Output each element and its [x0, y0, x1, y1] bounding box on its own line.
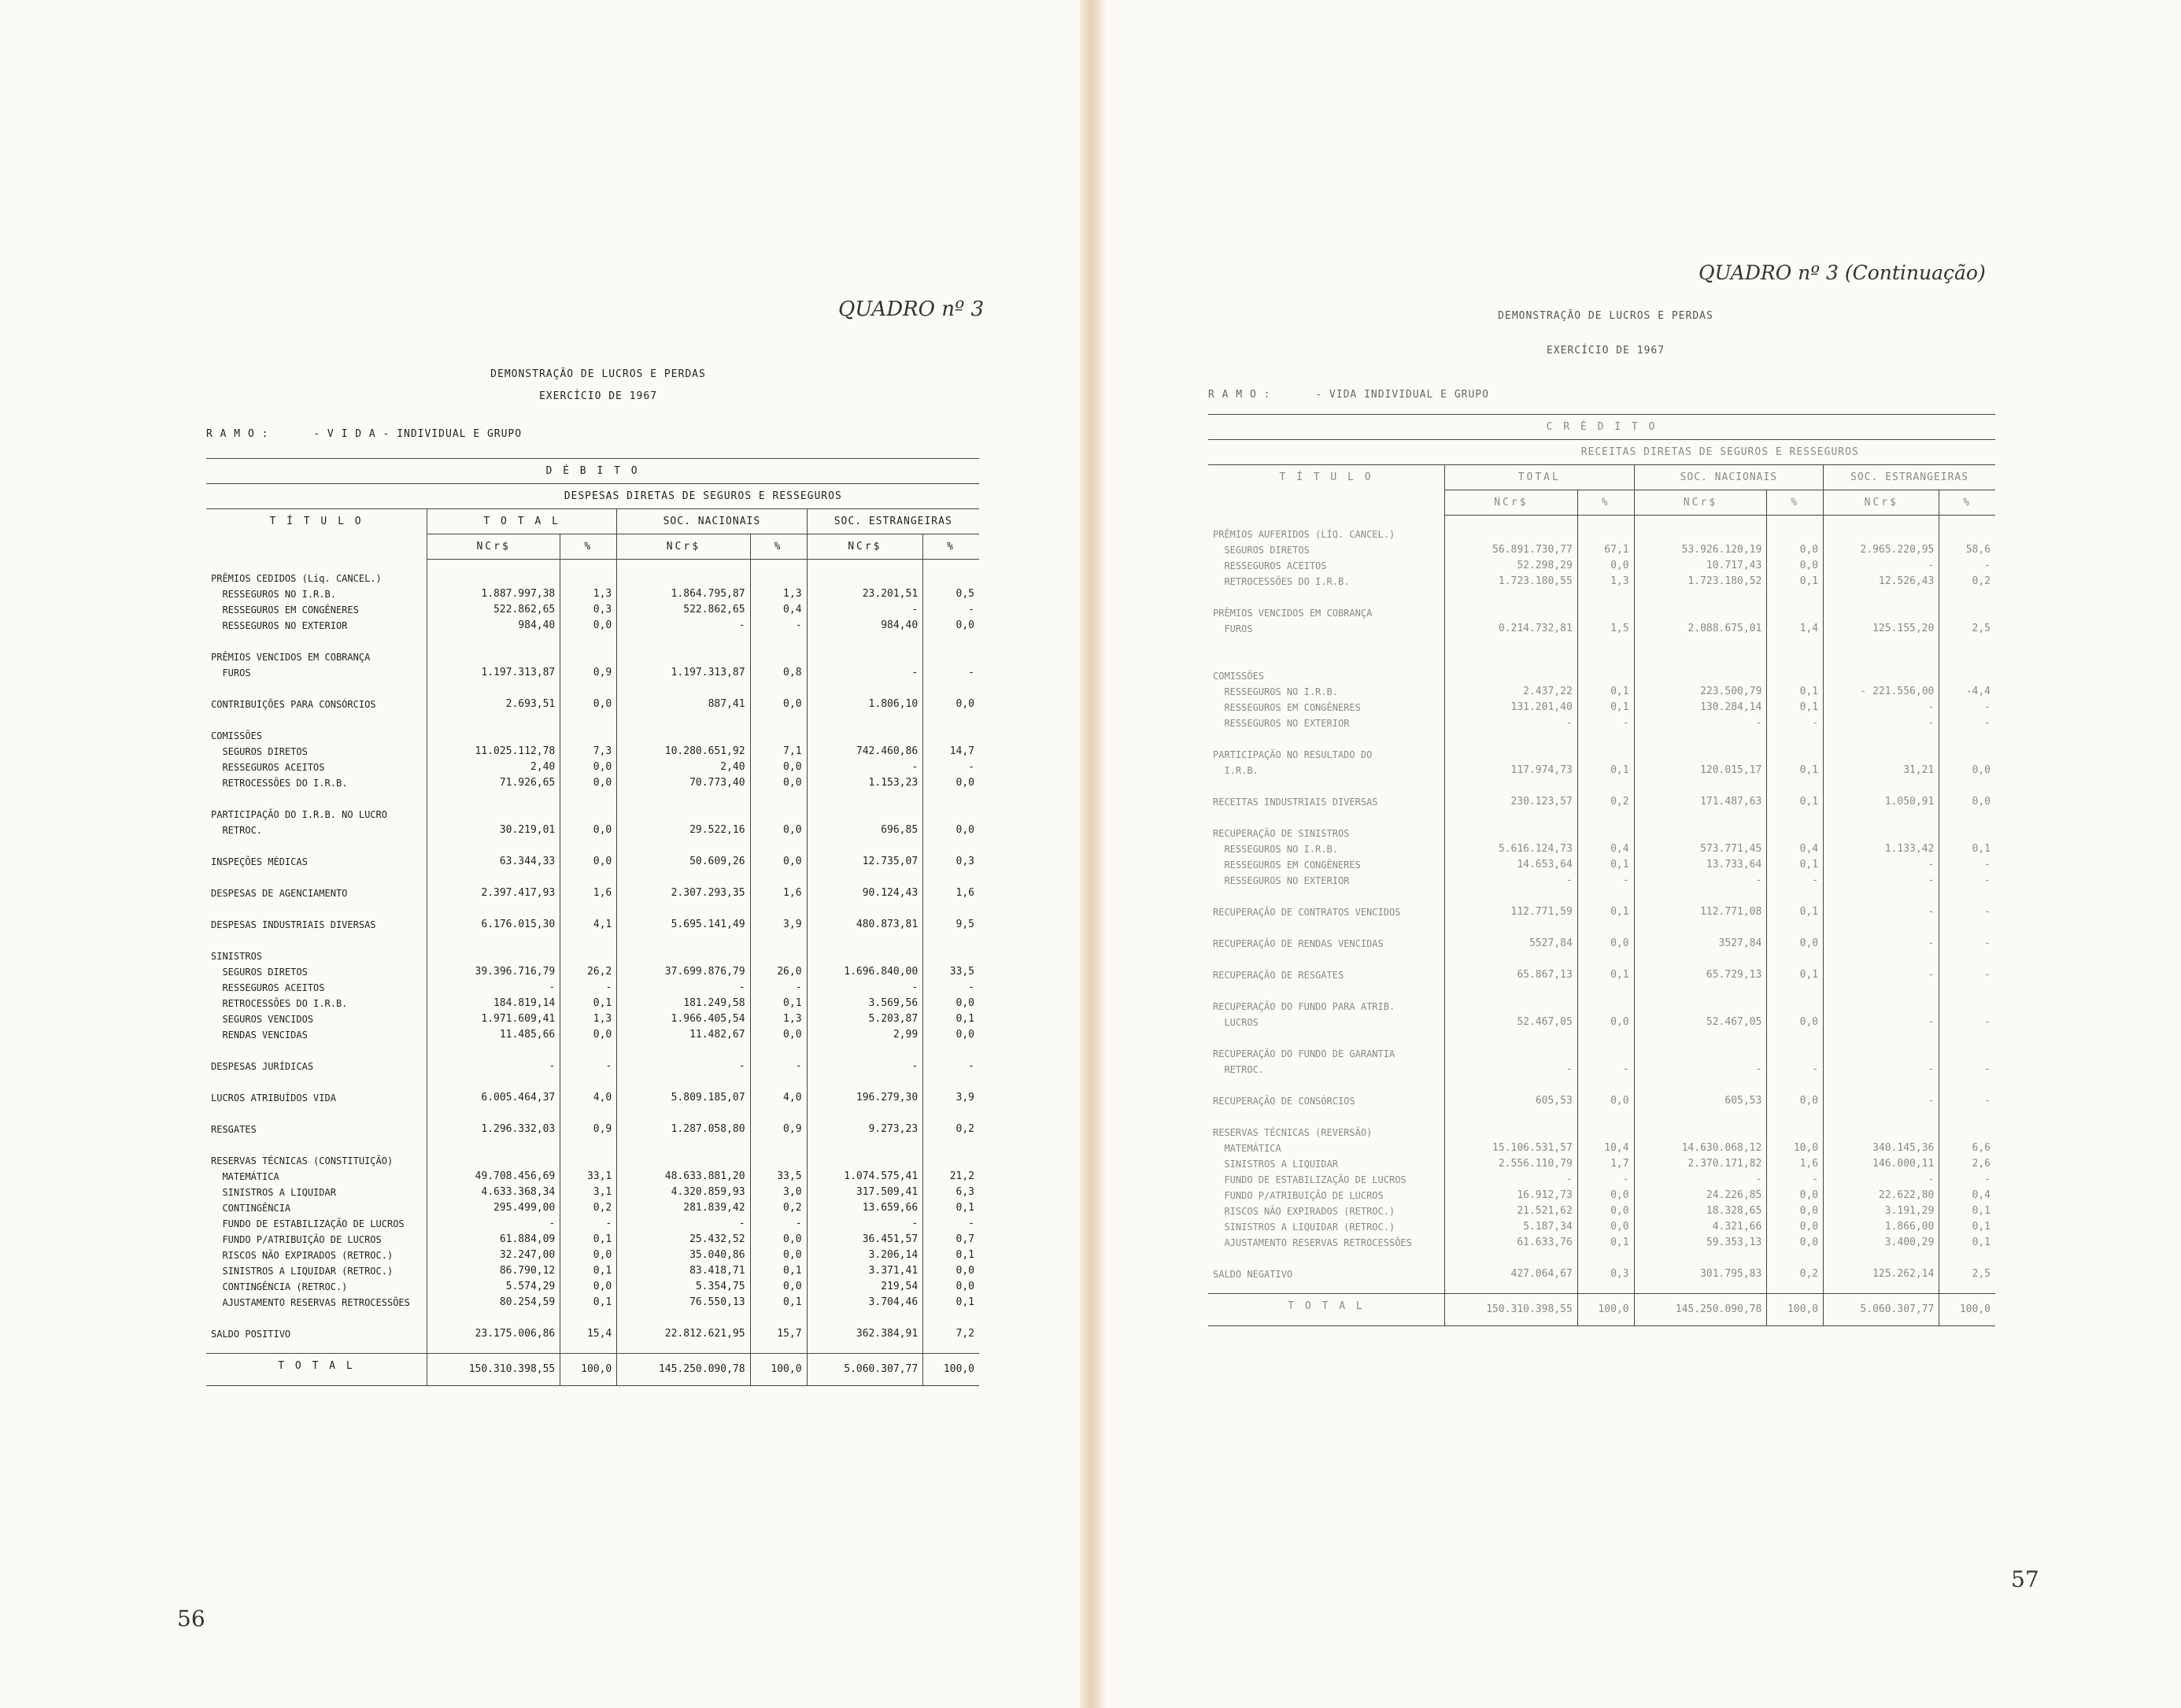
total-pct-right: 67,1 0,0 1,3 1,5 0,1 0,1 - 0,1 0,2 0,4 0,1 - 0,1 0,0 0,1 0,0 - 0,0 10,4 1,7 - 0,0 0,0 0,0 0,1 0,3: [1577, 516, 1634, 1294]
col-total-left: T O T A L: [427, 509, 617, 534]
col-ncr-nac-right: NCr$: [1634, 490, 1767, 516]
est-total-pct-left: 100,0: [923, 1353, 979, 1385]
col-nac-right: SOC. NACIONAIS: [1634, 465, 1824, 490]
quadro-title-left: QUADRO nº 3: [838, 298, 984, 321]
col-total-right: TOTAL: [1445, 465, 1635, 490]
credito-section: C R É D I T O: [1208, 415, 1995, 440]
total-values-right: 56.891.730,77 52.298,29 1.723.180,55 0.214.732,81 2.437,22 131.201,40 - 117.974,73 230.123,57 5.616.124,73 14.653,64 - 112.771,59 5527,84 65.867,13 52.467,05 - 605,53 15.106.531,57 2.556.110,79 - 16.912,73 21.521,62 5.187,34 61.633,76 427.064,67: [1445, 516, 1578, 1294]
ramo-label-right: R A M O :: [1208, 389, 1271, 401]
total-label-left: T O T A L: [206, 1353, 427, 1385]
ramo-value-right: - VIDA INDIVIDUAL E GRUPO: [1315, 389, 1489, 401]
grand-total-pct-right: 100,0: [1577, 1293, 1634, 1325]
col-titulo-right: T Í T U L O: [1208, 465, 1445, 516]
row-titles-right: PRÊMIOS AUFERIDOS (LÍQ. CANCEL.) SEGUROS DIRETOS RESSEGUROS ACEITOS RETROCESSÕES DO I.R.B. PRÊMIOS VENCIDOS EM COBRANÇA FUROS COMISSÕES RESSEGUROS NO I.R.B. RESSEGUROS EM CONGÊNERES RESSEGUROS NO EXTERIOR PARTICIPAÇÃO NO RESULTADO DO I.R.B. RECEITAS INDUSTRIAIS DIVERSAS RECUPERAÇÃO DE SINISTROS RESSEGUROS NO I.R.B. RESSEGUROS EM CONGÊNERES RESSEGUROS NO EXTERIOR RECUPERAÇÃO DE CONTRATOS VENCIDOS RECUPERAÇÃO DE RENDAS VENCIDAS RECUPERAÇÃO DE RESGATES RECUPERAÇÃO DO FUNDO PARA ATRIB. LUCROS RECUPERAÇÃO DO FUNDO DE GARANTIA RETROC. RECUPERAÇÃO DE CONSÓRCIOS RESERVAS TÉCNICAS (REVERSÃO) MATEMÁTICA SINISTROS A LIQUIDAR FUNDO DE ESTABILIZAÇÃO DE LUCROS FUNDO P/ATRIBUIÇÃO DE LUCROS RISCOS NÃO EXPIRADOS (RETROC.) SINISTROS A LIQUIDAR (RETROC.) AJUSTAMENTO RESERVAS RETROCESSÕES SALDO NEGATIVO: [1208, 516, 1445, 1294]
col-ncr-est-right: NCr$: [1824, 490, 1939, 516]
nac-total-pct-right: 100,0: [1767, 1293, 1824, 1325]
total-values-left: 1.887.997,38 522.862,65 984,40 1.197.313,87 2.693,51 11.025.112,78 2,40 71.926,65 30.219,01 63.344,33 2.397.417,93 6.176.015,30 39.396.716,79 - 184.819,14 1.971.609,41 11.485,66 - 6.005.464,37 1.296.332,03 49.708.456,69 4.633.368,34 295.499,00 - 61.884,09 32.247,00 86.790,12 5.574,29 80.254,59 23.175.006,86: [427, 560, 560, 1354]
col-est-right: SOC. ESTRANGEIRAS: [1824, 465, 1995, 490]
est-total-left: 5.060.307,77: [807, 1353, 923, 1385]
ramo-label-left: R A M O :: [206, 428, 269, 440]
ramo-line-left: [206, 428, 522, 440]
page-number-right: 57: [2011, 1566, 2039, 1592]
credito-subsection: RECEITAS DIRETAS DE SEGUROS E RESSEGUROS: [1445, 440, 1996, 465]
est-values-left: 23.201,51 - 984,40 - 1.806,10 742.460,86 - 1.153,23 696,85 12.735,07 90.124,43 480.873,81 1.696.840,00 - 3.569,56 5.203,87 2,99 - 196.279,30 9.273,23 1.074.575,41 317.509,41 13.659,66 - 36.451,57 3.206,14 3.371,41 219,54 3.704,46 362.384,91: [807, 560, 923, 1354]
debito-table: [206, 458, 979, 1386]
nac-total-pct-left: 100,0: [750, 1353, 807, 1385]
est-total-pct-right: 100,0: [1939, 1293, 1995, 1325]
nac-total-right: 145.250.090,78: [1634, 1293, 1767, 1325]
nac-pct-right: 0,0 0,0 0,1 1,4 0,1 0,1 - 0,1 0,1 0,4 0,1 - 0,1 0,0 0,1 0,0 - 0,0 10,0 1,6 - 0,0 0,0 0,0 0,0 0,2: [1767, 516, 1824, 1294]
col-titulo-left: T Í T U L O: [206, 509, 427, 560]
col-pct-total-right: %: [1577, 490, 1634, 516]
ramo-value-left: - V I D A - INDIVIDUAL E GRUPO: [313, 428, 523, 440]
report-title-left: DEMONSTRAÇÃO DE LUCROS E PERDAS: [490, 368, 706, 380]
col-pct-est-left: %: [923, 534, 979, 560]
ramo-line-right: [1208, 389, 1489, 401]
col-nac-left: SOC. NACIONAIS: [617, 509, 807, 534]
nac-values-right: 53.926.120,19 10.717,43 1.723.180,52 2.088.675,01 223.500,79 130.284,14 - 120.015,17 171.487,63 573.771,45 13.733,64 - 112.771,08 3527,84 65.729,13 52.467,05 - 605,53 14.630.068,12 2.370.171,82 - 24.226,85 18.328,65 4.321,66 59.353,13 301.795,83: [1634, 516, 1767, 1294]
report-year-right: EXERCÍCIO DE 1967: [1546, 345, 1665, 357]
est-values-right: 2.965.220,95 - 12.526,43 125.155,20 - 221.556,00 - - 31,21 1.050,91 1.133,42 - - - - - - - - 340.145,36 146.000,11 - 22.622,80 3.191,29 1.866,00 3.400,29 125.262,14: [1824, 516, 1939, 1294]
report-title-right: DEMONSTRAÇÃO DE LUCROS E PERDAS: [1498, 310, 1713, 322]
debito-subsection: DESPESAS DIRETAS DE SEGUROS E RESSEGUROS: [427, 484, 980, 509]
col-pct-total-left: %: [560, 534, 617, 560]
nac-values-left: 1.864.795,87 522.862,65 - 1.197.313,87 887,41 10.280.651,92 2,40 70.773,40 29.522,16 50.609,26 2.307.293,35 5.695.141,49 37.699.876,79 - 181.249,58 1.966.405,54 11.482,67 - 5.809.185,07 1.287.058,80 48.633.881,20 4.320.859,93 281.839,42 - 25.432,52 35.040,86 83.418,71 5.354,75 76.550,13 22.812.621,95: [617, 560, 750, 1354]
grand-total-left: 150.310.398,55: [427, 1353, 560, 1385]
est-pct-left: 0,5 - 0,0 - 0,0 14,7 - 0,0 0,0 0,3 1,6 9,5 33,5 - 0,0 0,1 0,0 - 3,9 0,2 21,2 6,3 0,1 - 0,7 0,1 0,0 0,0 0,1 7,2: [949, 588, 974, 1340]
col-ncr-total-right: NCr$: [1445, 490, 1578, 516]
col-ncr-total-left: NCr$: [427, 534, 560, 560]
est-pct-right: 58,6 - 0,2 2,5 -4,4 - - 0,0 0,0 0,1 - - - - - - - - 6,6 2,6 - 0,4 0,1 0,1 0,1 2,5: [1965, 544, 1991, 1280]
col-ncr-nac-left: NCr$: [617, 534, 750, 560]
right-page: [1094, 0, 2181, 1708]
total-pct-left: 1,3 0,3 0,0 0,9 0,0 7,3 0,0 0,0 0,0 0,0 1,6 4,1 26,2 - 0,1 1,3 0,0 - 4,0 0,9 33,1 3,1 0,2 - 0,1 0,0 0,1 0,0 0,1 15,4: [560, 560, 617, 1354]
nac-total-left: 145.250.090,78: [617, 1353, 750, 1385]
report-year-left: EXERCÍCIO DE 1967: [538, 390, 658, 402]
page-number-left: 56: [177, 1606, 205, 1632]
col-pct-est-right: %: [1939, 490, 1995, 516]
grand-total-pct-left: 100,0: [560, 1353, 617, 1385]
grand-total-right: 150.310.398,55: [1445, 1293, 1578, 1325]
total-label-right: T O T A L: [1208, 1293, 1445, 1325]
credito-table: [1208, 414, 1995, 1326]
col-ncr-est-left: NCr$: [807, 534, 923, 560]
row-titles-left: PRÊMIOS CEDIDOS (Líq. CANCEL.) RESSEGUROS NO I.R.B. RESSEGUROS EM CONGÊNERES RESSEGUROS NO EXTERIOR PRÊMIOS VENCIDOS EM COBRANÇA FUROS CONTRIBUIÇÕES PARA CONSÓRCIOS COMISSÕES SEGUROS DIRETOS RESSEGUROS ACEITOS RETROCESSÕES DO I.R.B. PARTICIPAÇÃO DO I.R.B. NO LUCRO RETROC. INSPEÇÕES MÉDICAS DESPESAS DE AGENCIAMENTO DESPESAS INDUSTRIAIS DIVERSAS SINISTROS SEGUROS DIRETOS RESSEGUROS ACEITOS RETROCESSÕES DO I.R.B. SEGUROS VENCIDOS RENDAS VENCIDAS DESPESAS JURÍDICAS LUCROS ATRIBUÍDOS VIDA RESGATES RESERVAS TÉCNICAS (CONSTITUIÇÃO) MATEMÁTICA SINISTROS A LIQUIDAR CONTINGÊNCIA FUNDO DE ESTABILIZAÇÃO DE LUCROS FUNDO P/ATRIBUIÇÃO DE LUCROS RISCOS NÃO EXPIRADOS (RETROC.) SINISTROS A LIQUIDAR (RETROC.) CONTINGÊNCIA (RETROC.) AJUSTAMENTO RESERVAS RETROCESSÕES SALDO POSITIVO: [206, 560, 427, 1354]
col-pct-nac-left: %: [750, 534, 807, 560]
col-est-left: SOC. ESTRANGEIRAS: [807, 509, 979, 534]
debito-section: D É B I T O: [206, 459, 979, 484]
quadro-title-right: QUADRO nº 3 (Continuação): [1699, 261, 1986, 284]
nac-pct-left: 1,3 0,4 - 0,8 0,0 7,1 0,0 0,0 0,0 0,0 1,6 3,9 26,0 - 0,1 1,3 0,0 - 4,0 0,9 33,5 3,0 0,2 - 0,0 0,0 0,1 0,0 0,1 15,7: [750, 560, 807, 1354]
col-pct-nac-right: %: [1767, 490, 1824, 516]
est-total-right: 5.060.307,77: [1824, 1293, 1939, 1325]
